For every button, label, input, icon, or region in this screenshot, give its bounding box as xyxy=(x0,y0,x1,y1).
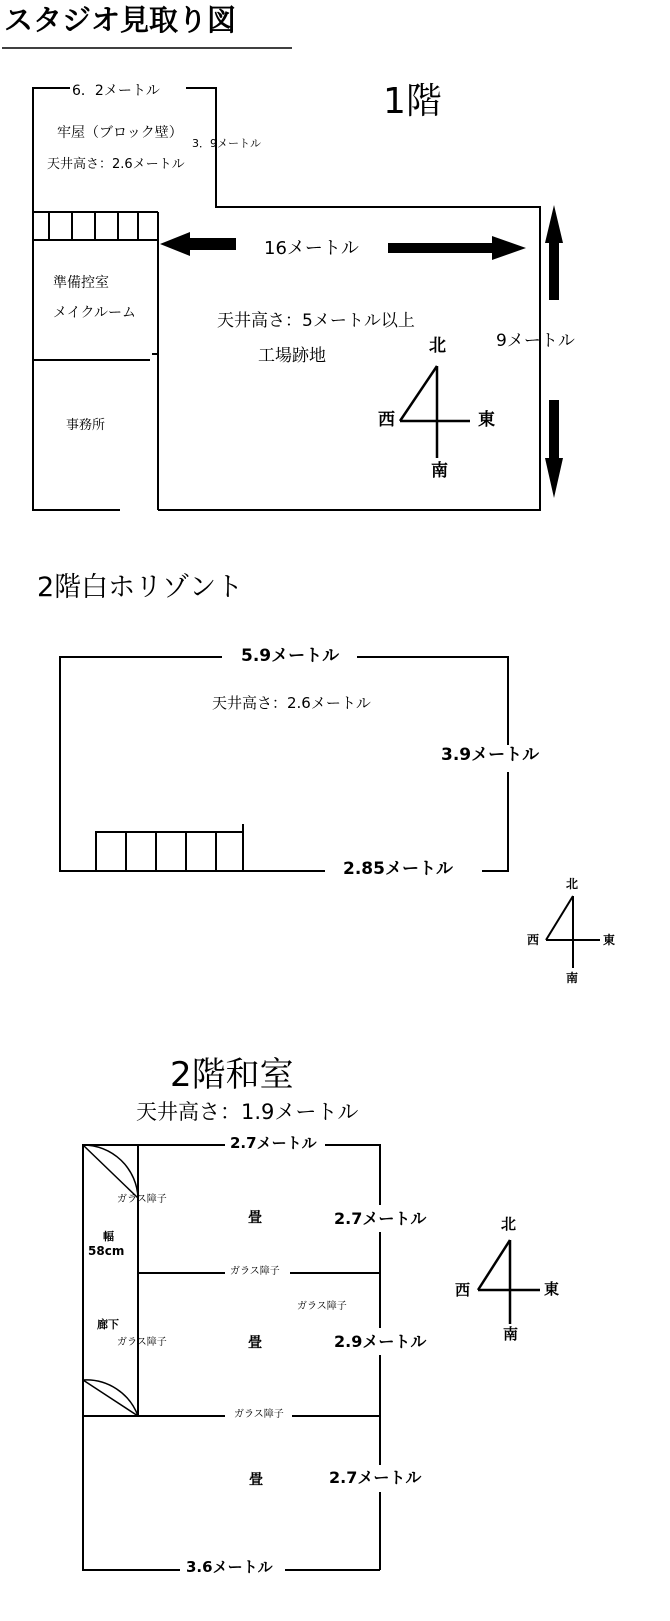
washitsu-ceiling-label: 天井高さ：1.9メートル xyxy=(136,1100,359,1124)
prep-room-label-2: メイクルーム xyxy=(53,305,137,321)
prep-room-label-1: 準備控室 xyxy=(53,275,109,291)
compass-east: 東 xyxy=(603,933,616,947)
arrow-left-icon xyxy=(160,232,236,256)
floor1-stairs xyxy=(49,212,138,240)
cell-depth-label: 3．9メートル xyxy=(192,137,261,150)
arrow-up-icon xyxy=(545,205,563,300)
cell-ceiling-label: 天井高さ：2.6メートル xyxy=(47,157,185,172)
tatami-label: 畳 xyxy=(248,1210,262,1226)
tatami-label: 畳 xyxy=(248,1335,262,1351)
compass-west: 西 xyxy=(378,410,395,430)
hall-ceiling-label: 天井高さ：5メートル以上 xyxy=(217,311,415,331)
hall-length-label: 16メートル xyxy=(264,238,359,259)
glass-shoji-label: ガラス障子 xyxy=(234,1409,284,1420)
corridor-width-label: 幅 xyxy=(103,1230,114,1243)
cell-label: 牢屋（ブロック壁） xyxy=(57,125,183,141)
compass-east: 東 xyxy=(478,410,495,430)
compass-south: 南 xyxy=(431,461,448,481)
cyc-bottom-width-label: 2.85メートル xyxy=(343,859,453,879)
compass-west: 西 xyxy=(455,1281,471,1299)
glass-shoji-label: ガラス障子 xyxy=(297,1301,347,1312)
glass-shoji-label: ガラス障子 xyxy=(230,1266,280,1277)
cyc-width-label: 5.9メートル xyxy=(241,646,340,666)
room1-depth-label: 2.7メートル xyxy=(334,1209,427,1228)
arrow-right-icon xyxy=(388,236,526,260)
floor1-compass-cross xyxy=(400,366,470,458)
page-title: スタジオ見取り図 xyxy=(4,3,237,37)
compass-north: 北 xyxy=(501,1215,517,1233)
cyc-depth-label: 3.9メートル xyxy=(441,745,540,765)
floor2-washitsu-compass-cross xyxy=(478,1240,540,1324)
compass-south: 南 xyxy=(503,1325,519,1343)
cell-width-label: 6．2メートル xyxy=(72,83,160,99)
washitsu-top-width-label: 2.7メートル xyxy=(230,1134,317,1152)
arrow-down-icon xyxy=(545,400,563,498)
floor2-washitsu-heading: 2階和室 xyxy=(170,1055,294,1095)
room3-depth-label: 2.7メートル xyxy=(329,1468,422,1487)
hall-width-label: 9メートル xyxy=(496,331,575,351)
compass-north: 北 xyxy=(566,877,579,891)
glass-shoji-label: ガラス障子 xyxy=(117,1194,167,1205)
glass-shoji-label: ガラス障子 xyxy=(117,1337,167,1348)
compass-south: 南 xyxy=(566,971,579,985)
floor2-cyc-compass-cross xyxy=(546,896,600,968)
compass-north: 北 xyxy=(429,336,446,356)
office-label: 事務所 xyxy=(66,418,106,433)
corridor-label: 廊下 xyxy=(97,1318,119,1331)
floor1-walls xyxy=(33,88,540,510)
floor2-cyc-heading: 2階白ホリゾント xyxy=(37,572,244,603)
cyc-ceiling-label: 天井高さ：2.6メートル xyxy=(212,694,371,712)
washitsu-bottom-width-label: 3.6メートル xyxy=(186,1558,273,1576)
floor1-heading: 1階 xyxy=(383,81,442,122)
corridor-width-value: 58cm xyxy=(88,1244,125,1258)
compass-west: 西 xyxy=(527,933,540,947)
tatami-label: 畳 xyxy=(249,1472,263,1488)
room2-depth-label: 2.9メートル xyxy=(334,1332,427,1351)
floor2-washitsu-doors xyxy=(83,1145,138,1416)
compass-east: 東 xyxy=(544,1280,560,1298)
floor1-arrows xyxy=(160,205,563,498)
hall-name-label: 工場跡地 xyxy=(258,346,326,366)
